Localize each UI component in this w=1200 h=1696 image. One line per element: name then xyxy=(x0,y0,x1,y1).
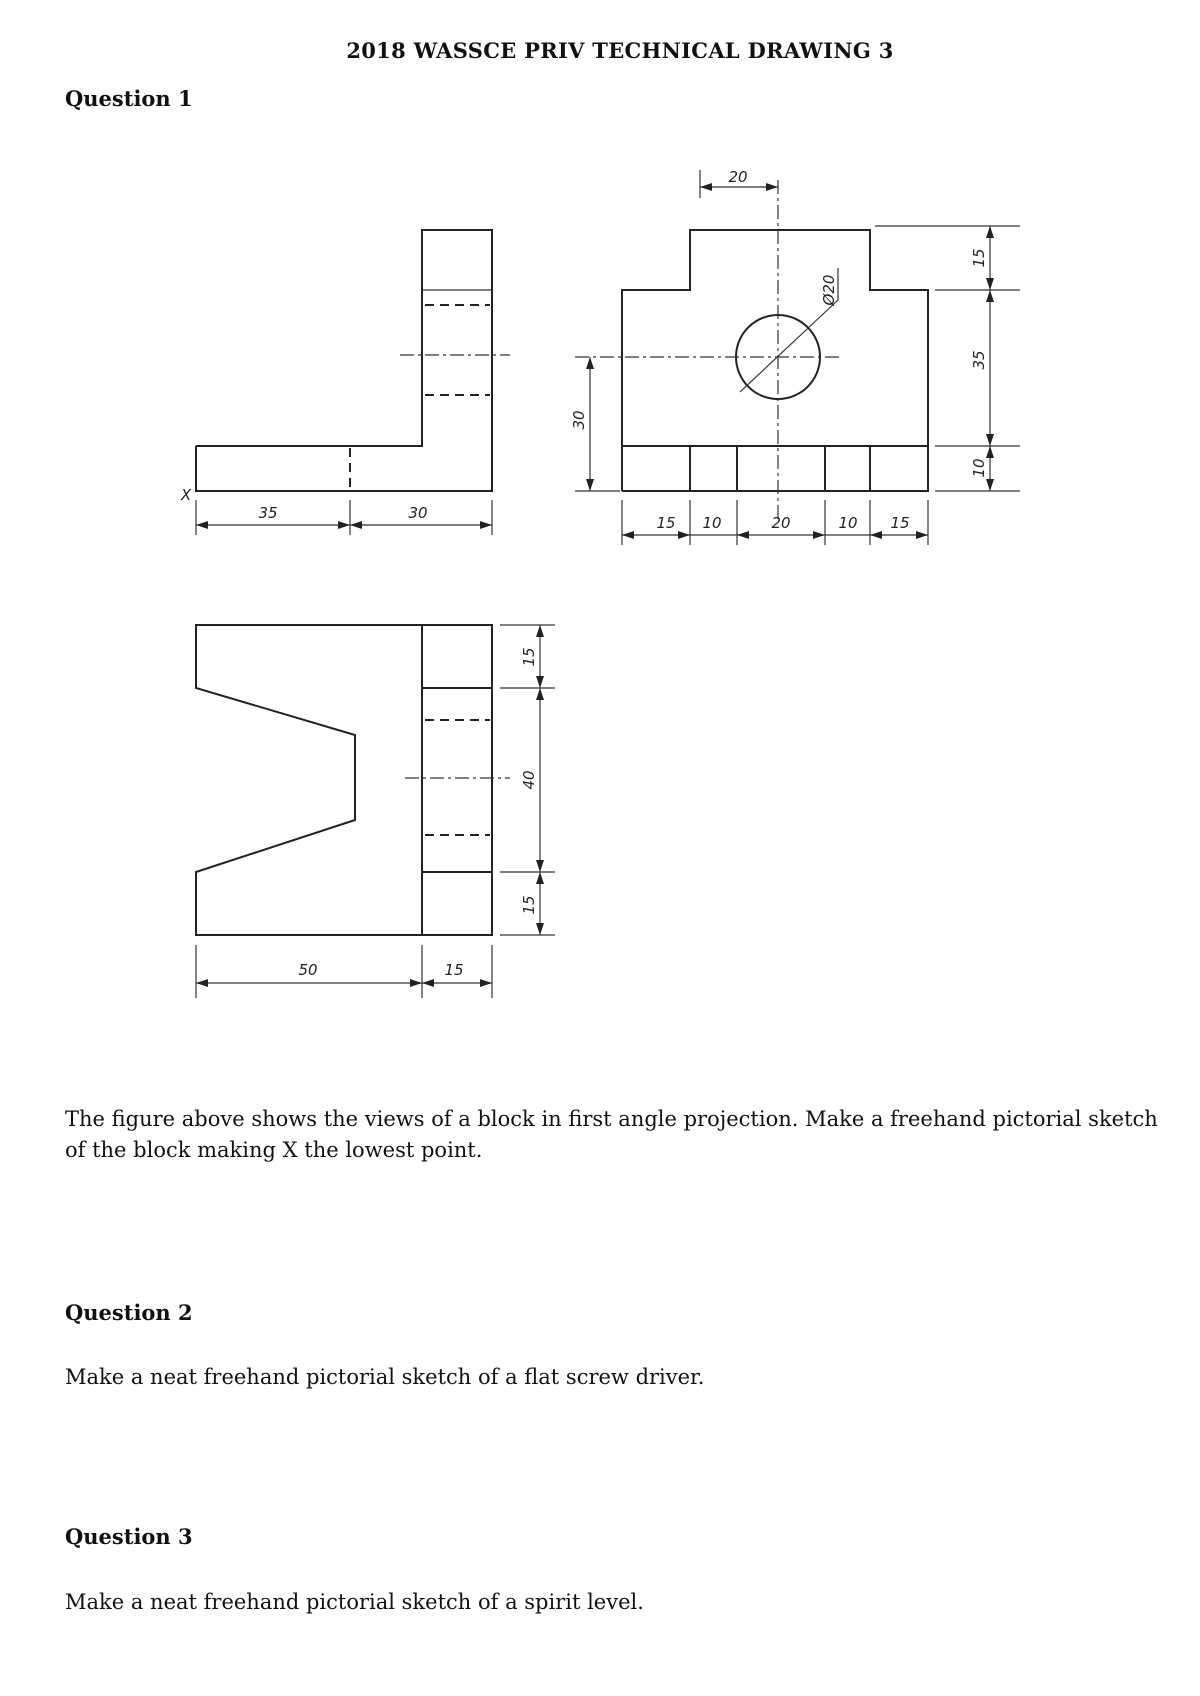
dim-end-bottom-15b: 15 xyxy=(890,514,910,532)
point-x-label: X xyxy=(180,486,192,504)
dim-plan-15-top: 15 xyxy=(520,647,538,667)
end-view xyxy=(570,168,1020,545)
dim-front-35: 35 xyxy=(258,504,278,522)
dim-end-bottom-10b: 10 xyxy=(838,514,858,532)
dim-end-right-35: 35 xyxy=(970,350,988,370)
dim-end-bottom-15a: 15 xyxy=(656,514,676,532)
dim-end-right-15: 15 xyxy=(970,248,988,268)
dim-end-bottom-20: 20 xyxy=(771,514,791,532)
dim-end-right-10: 10 xyxy=(970,458,988,478)
plan-view xyxy=(196,625,555,998)
dim-front-30: 30 xyxy=(408,504,428,522)
dim-end-bottom-10a: 10 xyxy=(702,514,722,532)
question-3-heading: Question 3 xyxy=(65,1524,193,1549)
dim-hole-diameter: Ø20 xyxy=(820,274,838,306)
front-view xyxy=(180,230,510,535)
dim-plan-40: 40 xyxy=(520,770,538,790)
question-1-text: The figure above shows the views of a block in first angle projection. Make a freehand pictorial sketch of the block making X the lowest point. xyxy=(65,1107,1158,1162)
dim-plan-15-width: 15 xyxy=(444,961,464,979)
dim-plan-50: 50 xyxy=(298,961,318,979)
question-2-text: Make a neat freehand pictorial sketch of a flat screw driver. xyxy=(65,1365,705,1389)
dim-end-top-20: 20 xyxy=(728,168,748,186)
page-title: 2018 WASSCE PRIV TECHNICAL DRAWING 3 xyxy=(346,38,894,63)
question-3-text: Make a neat freehand pictorial sketch of a spirit level. xyxy=(65,1590,644,1614)
dim-end-height-30: 30 xyxy=(570,410,588,430)
question-1-heading: Question 1 xyxy=(65,86,193,111)
dim-plan-15-bottom: 15 xyxy=(520,895,538,915)
question-2-heading: Question 2 xyxy=(65,1300,193,1325)
